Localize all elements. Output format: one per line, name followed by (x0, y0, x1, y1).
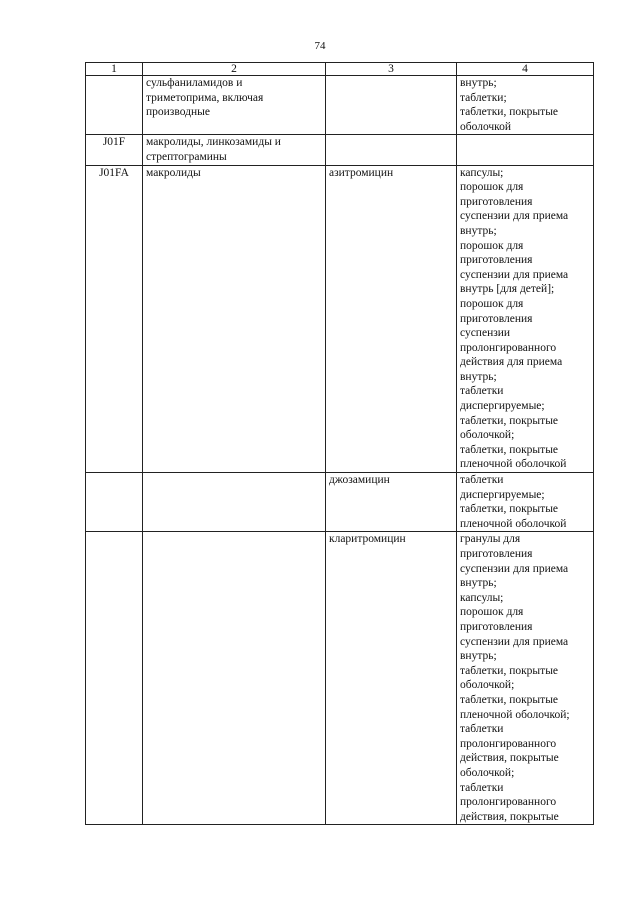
drug-name-cell: кларитромицин (326, 532, 457, 825)
header-cell-4: 4 (457, 63, 594, 76)
atc-code-cell: J01F (86, 135, 143, 165)
header-cell-3: 3 (326, 63, 457, 76)
dosage-forms-cell: гранулы для приготовления суспензии для приема внутрь; капсулы; порошок для приготовления суспензии для приема внутрь; таблетки, покрытые оболочкой; таблетки, покрытые пленочной оболочкой; таблетки пролонгированного действия, покрытые оболочкой; таблетки пролонгированного действия, покрытые (457, 532, 594, 825)
group-name-cell: макролиды, линкозамиды и стрептограмины (143, 135, 326, 165)
header-cell-2: 2 (143, 63, 326, 76)
atc-code-cell (86, 76, 143, 135)
table-row (86, 76, 594, 135)
header-cell-1: 1 (86, 63, 143, 76)
atc-code-cell: J01FA (86, 165, 143, 472)
table-row (86, 135, 594, 165)
table-row (86, 532, 594, 825)
dosage-forms-cell: таблетки диспергируемые; таблетки, покрытые пленочной оболочкой (457, 473, 594, 532)
dosage-forms-cell (457, 135, 594, 165)
drug-name-cell (326, 135, 457, 165)
group-name-cell (143, 473, 326, 532)
group-name-cell (143, 532, 326, 825)
atc-code-cell (86, 532, 143, 825)
group-name-cell: сульфаниламидов и триметоприма, включая производные (143, 76, 326, 135)
page-number: 74 (314, 40, 326, 52)
group-name-cell: макролиды (143, 165, 326, 472)
dosage-forms-cell: капсулы; порошок для приготовления суспензии для приема внутрь; порошок для приготовления суспензии для приема внутрь [для детей]; порошок для приготовления суспензии пролонгированного действия для приема внутрь; таблетки диспергируемые; таблетки, покрытые оболочкой; таблетки, покрытые пленочной оболочкой (457, 165, 594, 472)
table-row (86, 473, 594, 532)
drug-table (85, 62, 594, 825)
table-header-row (86, 63, 594, 76)
drug-name-cell (326, 76, 457, 135)
atc-code-cell (86, 473, 143, 532)
table-row (86, 165, 594, 472)
drug-name-cell: азитромицин (326, 165, 457, 472)
dosage-forms-cell: внутрь; таблетки; таблетки, покрытые оболочкой (457, 76, 594, 135)
drug-name-cell: джозамицин (326, 473, 457, 532)
